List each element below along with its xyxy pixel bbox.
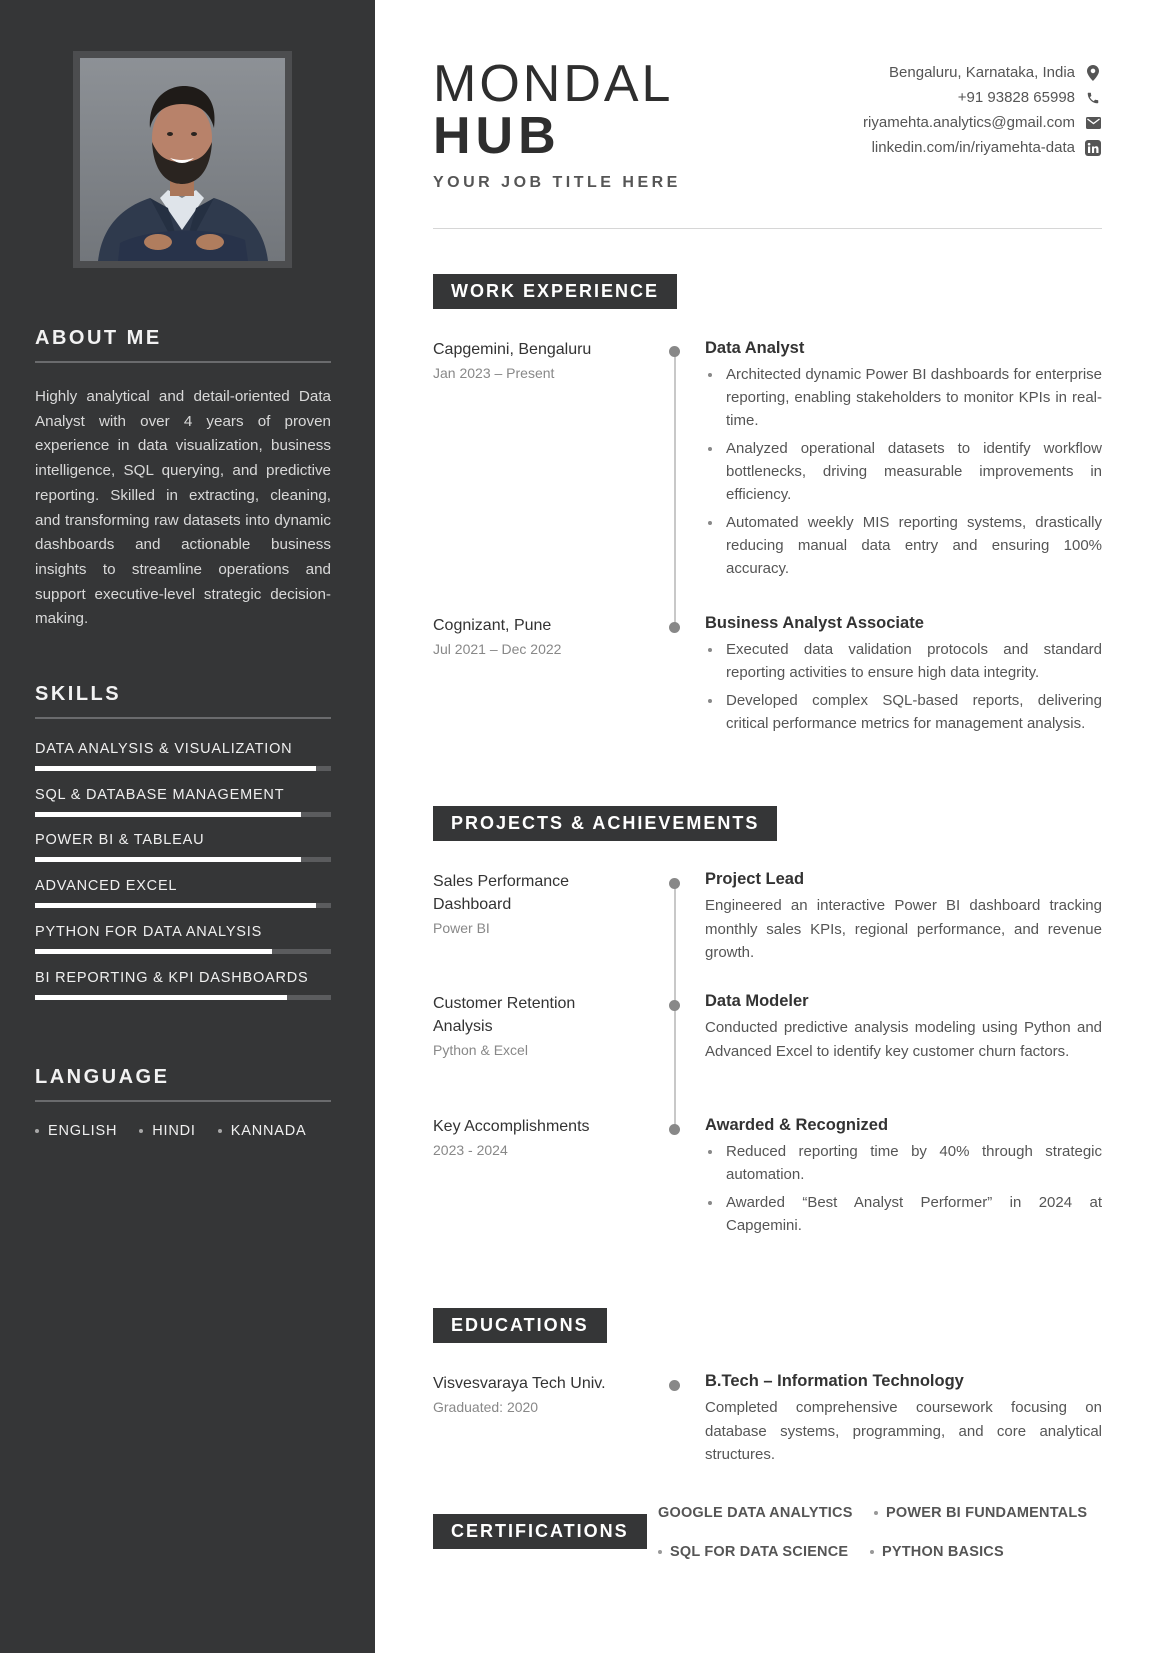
project-years: 2023 - 2024: [433, 1142, 508, 1158]
skill-label: BI REPORTING & KPI DASHBOARDS: [35, 969, 309, 986]
work-entry-2-meta: [433, 614, 633, 659]
bullet-dot: [874, 1511, 878, 1515]
email-text[interactable]: riyamehta.analytics@gmail.com: [863, 114, 1075, 131]
contact-linkedin[interactable]: [863, 135, 1101, 160]
language-label: HINDI: [152, 1123, 196, 1139]
bullet-dot: [658, 1550, 662, 1554]
contact-phone: [863, 85, 1101, 110]
location-pin-icon: [1085, 65, 1101, 81]
timeline-dot: [669, 346, 680, 357]
skill-label: POWER BI & TABLEAU: [35, 832, 205, 849]
first-name: MONDAL: [433, 55, 674, 113]
certification-label: POWER BI FUNDAMENTALS: [886, 1505, 1088, 1521]
bullet-item: Executed data validation protocols and standard reporting activities to ensure high data integrity.: [705, 638, 1102, 684]
skill-level-fill: [35, 949, 272, 954]
role-title: Data Analyst: [705, 339, 805, 357]
profile-photo: [80, 58, 285, 261]
certification-label: SQL FOR DATA SCIENCE: [670, 1544, 849, 1560]
projects-heading: PROJECTS & ACHIEVEMENTS: [433, 806, 777, 841]
project-tool: Python & Excel: [433, 1042, 528, 1058]
phone-icon: [1085, 90, 1101, 106]
school-name: Visvesvaraya Tech Univ.: [433, 1375, 606, 1392]
linkedin-icon: [1085, 140, 1101, 156]
certification-item: [870, 1544, 1004, 1560]
certification-item: [658, 1505, 853, 1521]
role-bullets: [705, 363, 1102, 580]
skills-divider: [35, 717, 331, 719]
skill-label: DATA ANALYSIS & VISUALIZATION: [35, 741, 293, 757]
project-description: Conducted predictive analysis modeling using Python and Advanced Excel to identify key customer churn factors.: [705, 1019, 1102, 1060]
skill-level-track: [35, 903, 331, 908]
education-heading: EDUCATIONS: [433, 1308, 607, 1343]
timeline-dot: [669, 878, 680, 889]
project-1-meta: [433, 870, 613, 938]
timeline-dot: [669, 1380, 680, 1391]
project-description: Engineered an interactive Power BI dashboard tracking monthly sales KPIs, regional performance, and revenue growth.: [705, 897, 1102, 961]
bullet-item: Architected dynamic Power BI dashboards for enterprise reporting, enabling stakeholders to monitor KPIs in real-time.: [705, 363, 1102, 432]
language-label: KANNADA: [230, 1123, 307, 1139]
timeline-dot: [669, 1000, 680, 1011]
skill-label: SQL & DATABASE MANAGEMENT: [35, 786, 285, 803]
skill-label: PYTHON FOR DATA ANALYSIS: [35, 923, 263, 940]
skill-level-fill: [35, 766, 316, 771]
header-divider: [433, 228, 1102, 229]
bullet-dot: [870, 1550, 874, 1554]
certification-label: GOOGLE DATA ANALYTICS: [658, 1505, 853, 1521]
phone-text: +91 93828 65998: [957, 89, 1075, 106]
skill-level-track: [35, 857, 331, 862]
language-heading: LANGUAGE: [35, 1066, 170, 1088]
contact-email[interactable]: [863, 110, 1101, 135]
language-item: [35, 1123, 117, 1139]
skill-item: [35, 924, 331, 954]
project-name: Customer Retention Analysis: [433, 995, 576, 1035]
employment-dates: Jan 2023 – Present: [433, 365, 555, 381]
skill-level-track: [35, 949, 331, 954]
skill-item: [35, 832, 331, 862]
skill-label: ADVANCED EXCEL: [35, 878, 178, 895]
project-name: Sales Performance Dashboard: [433, 873, 570, 913]
project-role: Data Modeler: [705, 992, 809, 1010]
degree-title: B.Tech – Information Technology: [705, 1372, 964, 1390]
bullet-dot: [218, 1129, 222, 1133]
timeline-dot: [669, 1124, 680, 1135]
location-text: Bengaluru, Karnataka, India: [889, 64, 1075, 81]
envelope-icon: [1085, 115, 1101, 131]
project-name: Key Accomplishments: [433, 1118, 590, 1135]
sidebar: [0, 0, 375, 1653]
role-title: Business Analyst Associate: [705, 614, 924, 632]
skill-item: [35, 787, 331, 817]
bullet-dot: [35, 1129, 39, 1133]
project-2-meta: [433, 992, 613, 1060]
project-role: Project Lead: [705, 870, 805, 888]
bullet-item: Awarded “Best Analyst Performer” in 2024 at Capgemini.: [705, 1191, 1102, 1237]
bullet-item: Reduced reporting time by 40% through strategic automation.: [705, 1140, 1102, 1186]
job-title: YOUR JOB TITLE HERE: [433, 174, 681, 191]
language-divider: [35, 1100, 331, 1102]
company-name: Cognizant, Pune: [433, 617, 552, 634]
bullet-item: Developed complex SQL-based reports, delivering critical performance metrics for management analysis.: [705, 689, 1102, 735]
work-entry-1-meta: [433, 338, 633, 383]
certifications-heading: CERTIFICATIONS: [433, 1514, 647, 1549]
project-3-details: [705, 1114, 1102, 1242]
about-divider: [35, 361, 331, 363]
education-details: [705, 1370, 1102, 1467]
certification-item: [658, 1544, 848, 1560]
language-item: [139, 1123, 195, 1139]
language-label: ENGLISH: [48, 1123, 118, 1139]
project-role: Awarded & Recognized: [705, 1116, 889, 1134]
skill-level-fill: [35, 812, 301, 817]
work-experience-heading: WORK EXPERIENCE: [433, 274, 677, 309]
employment-dates: Jul 2021 – Dec 2022: [433, 641, 562, 657]
project-bullets: [705, 1140, 1102, 1237]
certification-item: [874, 1505, 1087, 1521]
project-1-details: [705, 868, 1102, 965]
project-2-details: [705, 990, 1102, 1063]
role-bullets: [705, 638, 1102, 735]
skill-level-track: [35, 995, 331, 1000]
profile-photo-frame: [73, 51, 292, 268]
work-entry-1-details: [705, 337, 1102, 585]
company-name: Capgemini, Bengaluru: [433, 341, 592, 358]
skill-item: [35, 741, 331, 771]
bullet-item: Analyzed operational datasets to identify workflow bottlenecks, driving measurable improvements in efficiency.: [705, 437, 1102, 506]
person-portrait-icon: [80, 58, 285, 261]
last-name: HUB: [433, 107, 561, 165]
bullet-dot: [139, 1129, 143, 1133]
graduation-date: Graduated: 2020: [433, 1399, 539, 1415]
work-timeline: [674, 351, 676, 628]
contact-location: [863, 60, 1101, 85]
about-heading: ABOUT ME: [35, 327, 162, 349]
skills-heading: SKILLS: [35, 683, 122, 705]
skill-level-fill: [35, 903, 316, 908]
bullet-item: Automated weekly MIS reporting systems, drastically reducing manual data entry and ensuring 100% accuracy.: [705, 511, 1102, 580]
language-list: [35, 1123, 328, 1139]
language-item: [218, 1123, 307, 1139]
linkedin-text[interactable]: linkedin.com/in/riyamehta-data: [871, 139, 1075, 156]
skill-item: [35, 878, 331, 908]
education-meta: [433, 1372, 633, 1417]
skill-item: [35, 970, 331, 1000]
timeline-dot: [669, 622, 680, 633]
education-description: Completed comprehensive coursework focusing on database systems, programming, and core analytical structures.: [705, 1399, 1102, 1463]
contact-block: [863, 60, 1101, 160]
skill-level-fill: [35, 857, 301, 862]
project-3-meta: [433, 1115, 613, 1160]
project-tool: Power BI: [433, 920, 490, 936]
skill-level-track: [35, 766, 331, 771]
work-entry-2-details: [705, 612, 1102, 740]
skill-level-track: [35, 812, 331, 817]
skill-level-fill: [35, 995, 287, 1000]
about-text: Highly analytical and detail-oriented Data Analyst with over 4 years of proven experience in data visualization, business intelligence, SQL querying, and predictive reporting. Skilled in extracting, cleaning, and transforming raw datasets into dynamic dashboards and actionable business insights to streamline operations and support executive-level strategic decision-making.: [35, 388, 331, 628]
certification-label: PYTHON BASICS: [882, 1544, 1004, 1560]
